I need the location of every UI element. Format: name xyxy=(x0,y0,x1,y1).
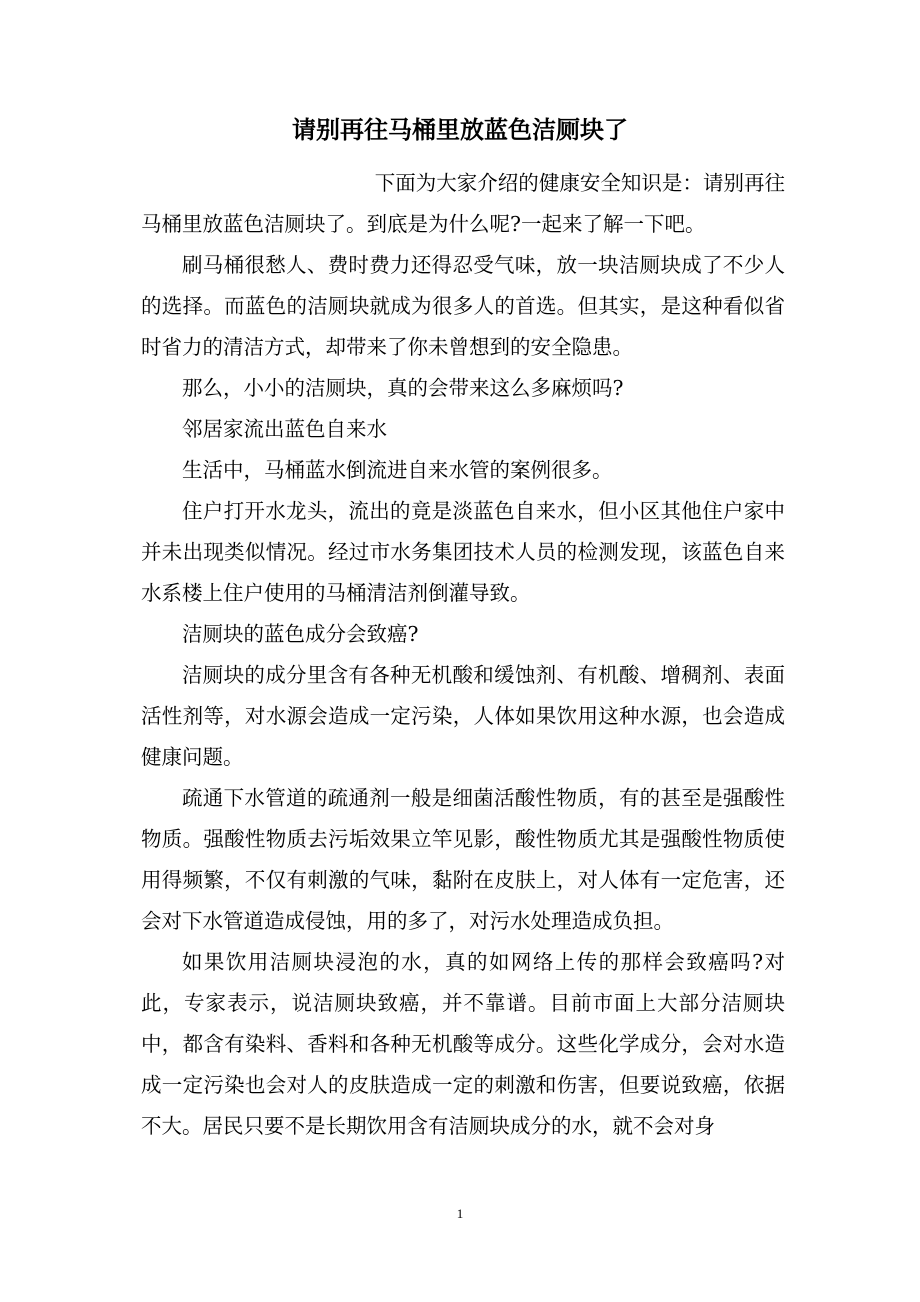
section-heading: 洁厕块的蓝色成分会致癌? xyxy=(182,622,419,646)
paragraph: 洁厕块的成分里含有各种无机酸和缓蚀剂、有机酸、增稠剂、表面活性剂等，对水源会造成一定污染，人体如果饮用这种水源，也会造成健康问题。 xyxy=(141,663,785,769)
document-title: 请别再往马桶里放蓝色洁厕块了 xyxy=(292,115,628,144)
section-heading: 邻居家流出蓝色自来水 xyxy=(182,417,387,441)
paragraph-intro: 下面为大家介绍的健康安全知识是：请别再往马桶里放蓝色洁厕块了。到底是为什么呢?一起来了解一下吧。 xyxy=(141,171,785,236)
paragraph: 疏通下水管道的疏通剂一般是细菌活酸性物质，有的甚至是强酸性物质。强酸性物质去污垢效果立竿见影，酸性物质尤其是强酸性物质使用得频繁，不仅有刺激的气味，黏附在皮肤上，对人体有一定危害，还会对下水管道造成侵蚀，用的多了，对污水处理造成负担。 xyxy=(141,786,785,933)
paragraph: 如果饮用洁厕块浸泡的水，真的如网络上传的那样会致癌吗?对此，专家表示，说洁厕块致癌，并不靠谱。目前市面上大部分洁厕块中，都含有染料、香料和各种无机酸等成分。这些化学成分，会对水造成一定污染也会对人的皮肤造成一定的刺激和伤害，但要说致癌，依据不大。居民只要不是长期饮用含有洁厕块成分的水，就不会对身 xyxy=(141,950,785,1138)
document-body xyxy=(141,163,785,1147)
paragraph: 刷马桶很愁人、费时费力还得忍受气味，放一块洁厕块成了不少人的选择。而蓝色的洁厕块就成为很多人的首选。但其实，是这种看似省时省力的清洁方式，却带来了你未曾想到的安全隐患。 xyxy=(141,253,785,359)
paragraph: 生活中，马桶蓝水倒流进自来水管的案例很多。 xyxy=(182,458,613,482)
paragraph: 那么，小小的洁厕块，真的会带来这么多麻烦吗? xyxy=(182,376,624,400)
page-number: 1 xyxy=(456,1206,464,1221)
paragraph: 住户打开水龙头，流出的竟是淡蓝色自来水，但小区其他住户家中并未出现类似情况。经过市水务集团技术人员的检测发现，该蓝色自来水系楼上住户使用的马桶清洁剂倒灌导致。 xyxy=(141,499,785,605)
